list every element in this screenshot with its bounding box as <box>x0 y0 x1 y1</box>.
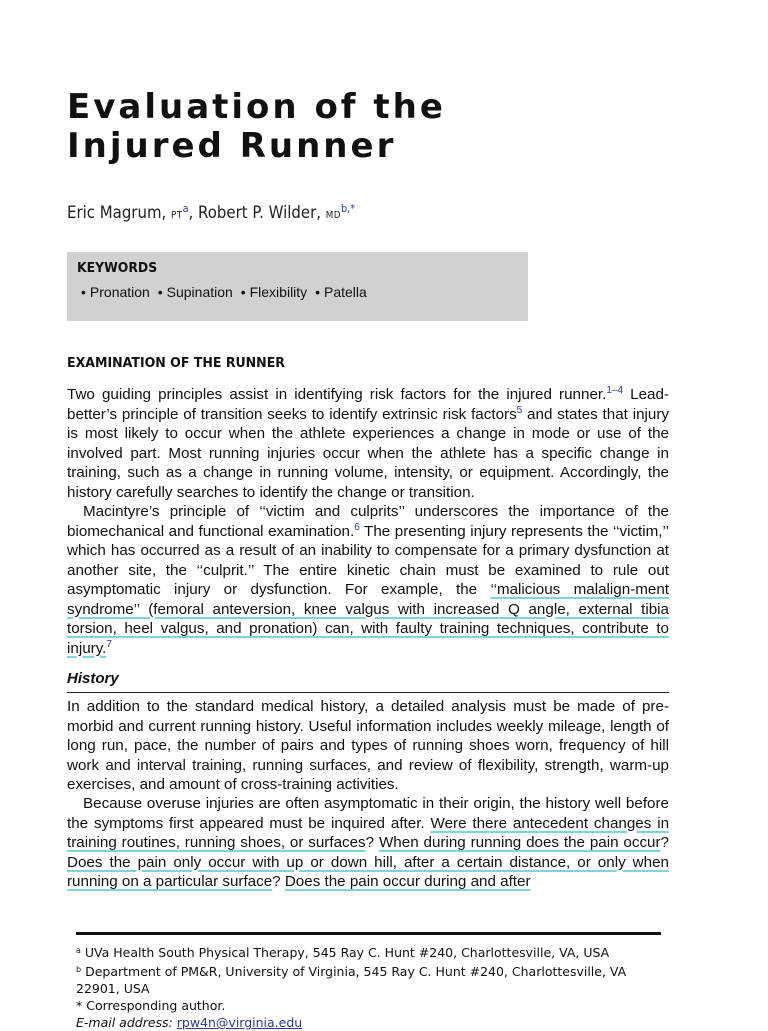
text-run: Two guiding principles assist in identifying risk factors for the injured runner. <box>67 386 607 403</box>
keywords-box <box>67 252 528 321</box>
affiliation-link[interactable]: a <box>182 202 189 215</box>
author-name: Eric Magrum, <box>67 203 167 223</box>
article-title <box>67 88 446 166</box>
text-run: Macintyre’s principle of ‘‘victim and culprits’’ underscores the importance of the biomechanical and functional examination. <box>67 503 669 540</box>
corresponding-author-note: * Corresponding author. <box>76 998 226 1013</box>
title-line-1: Evaluation of the <box>67 87 446 127</box>
highlighted-text: When during running does the pain occur <box>378 834 661 851</box>
email-link[interactable]: rpw4n@virginia.edu <box>176 1015 303 1030</box>
author-name: Robert P. Wilder, <box>198 203 321 223</box>
email-label: E-mail address: <box>76 1015 173 1030</box>
email-line <box>76 1014 666 1031</box>
bullet: • <box>157 284 163 300</box>
footnote-b <box>76 961 666 997</box>
keyword: Pronation <box>89 284 150 300</box>
text-run: ? <box>660 834 669 851</box>
highlighted-text: Were there antecedent changes in training routines, running shoes, or surfaces <box>67 814 670 851</box>
text-run: Lead-better’s principle of transition seeks to identify extrinsic risk factors <box>67 386 669 423</box>
author-credential: PT <box>171 210 183 221</box>
highlighted-text: Does the pain only occur with up or down hill, after a certain distance, or only when running on a particular surface <box>67 853 669 890</box>
citation-link[interactable]: 5 <box>516 404 523 416</box>
title-line-2: Injured Runner <box>67 126 397 166</box>
paragraph <box>67 502 669 658</box>
footnote-mark: b <box>76 965 82 974</box>
bullet: • <box>315 284 320 300</box>
bullet: • <box>81 284 86 300</box>
footnote-text: Department of PM&R, University of Virginia, 545 Ray C. Hunt #240, Charlottesville, VA 22901, USA <box>76 964 627 996</box>
keywords-heading: KEYWORDS <box>77 260 158 276</box>
text-run: Because overuse injuries are often asymptomatic in their origin, the history well before the symptoms first appeared must be inquired after. <box>67 795 669 832</box>
affiliation-link[interactable]: b,* <box>340 202 356 215</box>
citation-link[interactable]: 1–4 <box>606 385 624 396</box>
paragraph <box>67 385 669 502</box>
footnote-divider <box>76 932 661 935</box>
footnote-mark: a <box>76 946 81 955</box>
citation-link[interactable]: 7 <box>106 638 112 650</box>
highlighted-text: ‘‘malicious malalign-ment syndrome’’ (femoral anteversion, knee valgus with increased Q angle, external tibia torsion, heel valgus, and pronation) can, with faulty training techniques, contribute to injury. <box>67 581 669 657</box>
keyword: Flexibility <box>249 284 308 300</box>
text-run: ? <box>365 834 379 851</box>
paragraph <box>67 794 669 892</box>
author-credential: MD <box>325 210 341 221</box>
highlighted-text: Does the pain occur during and after <box>284 873 531 890</box>
author-list: Eric Magrum, PT$^a$, Robert P. Wilder, MD$^{b,*}$ <box>67 202 356 223</box>
footnote-a <box>76 942 666 961</box>
paragraph: In addition to the standard medical history, a detailed analysis must be made of pre-morbid and current running history. Useful information includes weekly mileage, length of long run, pace, the number of pairs and types of running shoes worn, frequency of hill work and interval training, running surfaces, and review of flexibility, strength, warm-up exercises, and amount of cross-training activities. <box>67 698 669 793</box>
text-run: ? <box>272 873 285 890</box>
footnotes <box>76 942 666 1031</box>
citation-link[interactable]: 6 <box>354 521 360 533</box>
bullet: • <box>240 284 246 300</box>
keywords-list <box>77 284 518 300</box>
footnote-text: UVa Health South Physical Therapy, 545 Ray C. Hunt #240, Charlottesville, VA, USA <box>84 945 610 960</box>
subsection-heading: History <box>67 670 669 693</box>
section-heading: EXAMINATION OF THE RUNNER <box>67 355 285 371</box>
keyword: Supination <box>166 284 233 300</box>
text-run: The presenting injury represents the ‘‘victim,’’ which has occurred as a result of an inability to compensate for a primary dysfunction at another site, the ‘‘culprit.’’ The entire kinetic chain must be examined to rule out asymptomatic injury or dysfunction. For example, the <box>67 522 669 598</box>
keyword: Patella <box>323 284 367 300</box>
text-run: and states that injury is most likely to occur when the athlete experiences a change in mode or use of the involved part. Most running injuries occur when the athlete has a specific change in training, such as a change in running volume, intensity, or equipment. Accordingly, the history carefully searches to identify the change or transition. <box>67 405 669 501</box>
